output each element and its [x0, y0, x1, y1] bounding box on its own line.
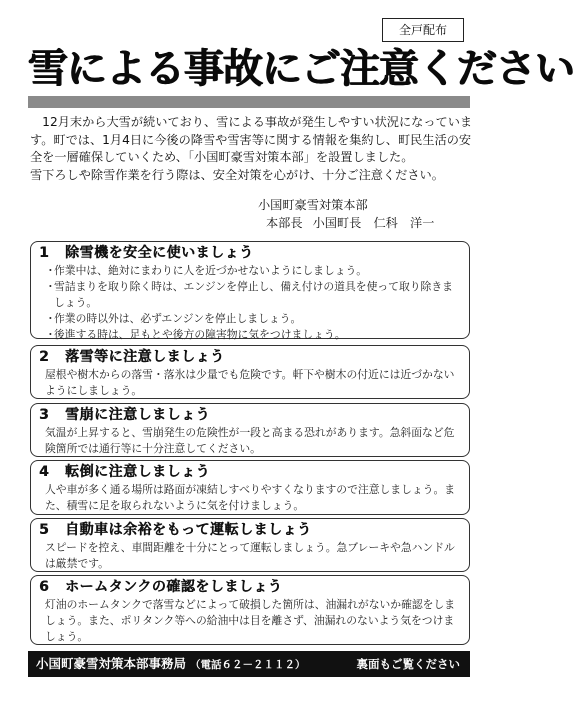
section-heading — [31, 242, 469, 262]
section-number: 2 — [39, 349, 50, 365]
section-heading — [31, 576, 469, 596]
list-item: ・ 作業の時以外は、必ずエンジンを停止しましょう。 — [45, 312, 302, 325]
list-item-text: 後進する時は、足もとや後方の障害物に気をつけましょう。 — [54, 328, 346, 341]
section-avalanche — [30, 403, 470, 457]
section-number: 1 — [39, 245, 50, 261]
section-body — [31, 262, 469, 343]
list-item: ・ 後進する時は、足もとや後方の障害物に気をつけましょう。 — [45, 328, 346, 341]
section-title: 除雪機を安全に使いましょう — [65, 245, 254, 261]
section-title: 雪崩に注意しましょう — [65, 407, 210, 423]
issuer-head — [258, 214, 434, 232]
list-item-text: 作業の時以外は、必ずエンジンを停止しましょう。 — [54, 312, 302, 325]
section-number: 5 — [39, 522, 50, 538]
issuer-block — [258, 196, 434, 232]
intro-paragraph: 12月末から大雪が続いており、雪による事故が発生しやすい状況になっています。町では、1月4日に今後の降雪や雪害等に関する情報を集約し、町民生活の安全を一層確保していくため、「小国町豪雪対策本部」を設置しました。 — [30, 115, 473, 164]
section-home-tank — [30, 575, 470, 645]
section-heading — [31, 346, 469, 366]
distribution-badge: 全戸配布 — [382, 18, 464, 42]
issuer-name: 小国町豪雪対策本部 — [258, 198, 368, 212]
section-heading — [31, 404, 469, 424]
section-falls — [30, 460, 470, 515]
section-title: 転倒に注意しましょう — [65, 464, 210, 480]
office-phone: （電話６２－２１１２） — [190, 659, 306, 671]
section-falling-snow — [30, 345, 470, 399]
contact-footer — [28, 651, 470, 677]
list-item: ・ 作業中は、絶対にまわりに人を近づかせないようにしましょう。 — [45, 264, 368, 277]
intro-text — [30, 114, 474, 184]
section-title: 落雪等に注意しましょう — [65, 349, 225, 365]
section-body: 屋根や樹木からの落雪・落氷は少量でも危険です。軒下や樹木の付近には近づかないようにしましょう。 — [45, 368, 455, 397]
office-name: 小国町豪雪対策本部事務局 — [36, 656, 187, 671]
section-title: ホームタンクの確認をしましょう — [65, 579, 283, 595]
list-item-text: 作業中は、絶対にまわりに人を近づかせないようにしましょう。 — [54, 264, 368, 277]
section-title: 自動車は余裕をもって運転しましょう — [65, 522, 312, 538]
see-reverse-note: 裏面もご覧ください — [356, 657, 460, 671]
section-heading — [31, 519, 469, 539]
intro-paragraph: 雪下ろしや除雪作業を行う際は、安全対策を心がけ、十分ご注意ください。 — [30, 167, 444, 182]
section-body: 灯油のホームタンクで落雪などによって破損した箇所は、油漏れがないか確認をしましょう。また、ポリタンク等への給油中は目を離さず、油漏れのないよう気をつけましょう。 — [45, 598, 456, 643]
section-body: 人や車が多く通る場所は路面が凍結しすべりやすくなりますので注意しましょう。また、積雪に足を取られないように気を付けましょう。 — [45, 483, 456, 512]
section-number: 4 — [39, 464, 50, 480]
title-underline-bar — [28, 96, 470, 108]
issuer-person: 小国町長 仁科 洋一 — [312, 216, 435, 230]
section-snowblower — [30, 241, 470, 339]
issuer-title: 本部長 — [266, 216, 303, 230]
section-heading — [31, 461, 469, 481]
section-driving — [30, 518, 470, 572]
section-number: 3 — [39, 407, 50, 423]
section-number: 6 — [39, 579, 50, 595]
list-item: ・ 雪詰まりを取り除く時は、エンジンを停止し、備え付けの道具を使って取り除きましょう。 — [45, 279, 459, 311]
list-item-text: 雪詰まりを取り除く時は、エンジンを停止し、備え付けの道具を使って取り除きましょう。 — [54, 280, 453, 309]
section-body: 気温が上昇すると、雪崩発生の危険性が一段と高まる恐れがあります。急斜面など危険箇所では通行等に十分注意してください。 — [45, 426, 455, 455]
section-body: スピードを控え、車間距離を十分にとって運転しましょう。急ブレーキや急ハンドルは厳禁です。 — [45, 541, 455, 570]
page-title: 雪による事故にご注意ください — [28, 46, 574, 92]
